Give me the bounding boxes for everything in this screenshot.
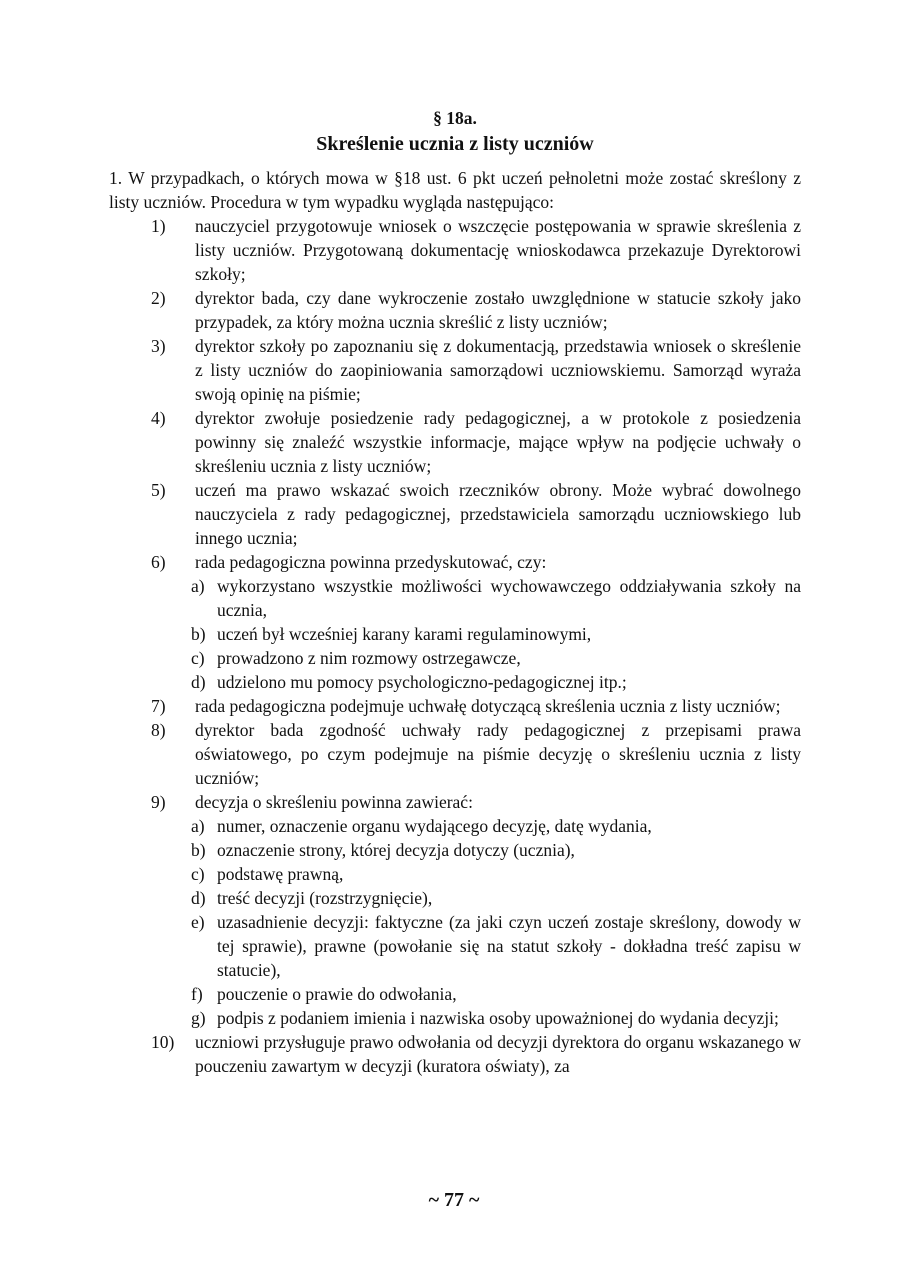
item-text: dyrektor bada, czy dane wykroczenie zostało uwzględnione w statucie szkoły jako przypadek, za który można ucznia skreślić z listy uczniów; — [195, 288, 801, 332]
item-number: 7) — [151, 696, 166, 716]
intro-paragraph: 1. W przypadkach, o których mowa w §18 ust. 6 pkt uczeń pełnoletni może zostać skreślony z listy uczniów. Procedura w tym wypadku wygląda następująco: — [109, 168, 801, 212]
list-item-1 — [109, 214, 801, 286]
item-number: 5) — [151, 480, 166, 500]
item-text: uczeń ma prawo wskazać swoich rzeczników obrony. Może wybrać dowolnego nauczyciela z rady pedagogicznej, przedstawiciela samorządu uczniowskiego lub innego ucznia; — [195, 480, 801, 548]
sub-text: pouczenie o prawie do odwołania, — [217, 984, 457, 1004]
item-number: 6) — [151, 552, 166, 572]
item-number: 9) — [151, 792, 166, 812]
sub-item-9f — [109, 982, 801, 1006]
list-item-5 — [109, 478, 801, 550]
section-title: Skreślenie ucznia z listy uczniów — [316, 133, 594, 155]
list-item-3 — [109, 334, 801, 406]
sub-letter: g) — [191, 1008, 206, 1028]
item-text: rada pedagogiczna podejmuje uchwałę dotyczącą skreślenia ucznia z listy uczniów; — [195, 696, 781, 716]
sub-item-6a — [109, 574, 801, 622]
sub-letter: d) — [191, 672, 206, 692]
sub-text: uzasadnienie decyzji: faktyczne (za jaki czyn uczeń zostaje skreślony, dowody w tej sprawie), prawne (powołanie się na statut szkoły - dokładna treść zapisu w statucie), — [217, 912, 801, 980]
sub-item-9g — [109, 1006, 801, 1030]
sub-letter: f) — [191, 984, 203, 1004]
item-number: 2) — [151, 288, 166, 308]
item-text: nauczyciel przygotowuje wniosek o wszczęcie postępowania w sprawie skreślenia z listy uczniów. Przygotowaną dokumentację wnioskodawca przekazuje Dyrektorowi szkoły; — [195, 216, 801, 284]
sub-text: prowadzono z nim rozmowy ostrzegawcze, — [217, 648, 521, 668]
item-text: dyrektor bada zgodność uchwały rady pedagogicznej z przepisami prawa oświatowego, po czym podejmuje na piśmie decyzję o skreśleniu ucznia z listy uczniów; — [195, 720, 801, 788]
list-item-9 — [109, 790, 801, 814]
sub-item-9a — [109, 814, 801, 838]
sub-item-6d — [109, 670, 801, 694]
sub-letter: d) — [191, 888, 206, 908]
sub-item-9c — [109, 862, 801, 886]
list-item-8 — [109, 718, 801, 790]
item-text: uczniowi przysługuje prawo odwołania od decyzji dyrektora do organu wskazanego w pouczeniu zawartym w decyzji (kuratora oświaty), za — [195, 1032, 801, 1076]
sub-text: oznaczenie strony, której decyzja dotyczy (ucznia), — [217, 840, 575, 860]
list-item-6 — [109, 550, 801, 574]
sub-item-6b — [109, 622, 801, 646]
sub-letter: c) — [191, 864, 205, 884]
sub-text: udzielono mu pomocy psychologiczno-pedagogicznej itp.; — [217, 672, 627, 692]
sub-letter: e) — [191, 912, 205, 932]
sub-letter: b) — [191, 624, 206, 644]
item-text: rada pedagogiczna powinna przedyskutować, czy: — [195, 552, 547, 572]
list-item-2 — [109, 286, 801, 334]
sub-item-9d — [109, 886, 801, 910]
sub-text: uczeń był wcześniej karany karami regulaminowymi, — [217, 624, 592, 644]
sub-item-9e — [109, 910, 801, 982]
list-item-10 — [109, 1030, 801, 1078]
item-number: 10) — [151, 1032, 175, 1052]
page-number: ~ 77 ~ — [428, 1189, 480, 1211]
sub-item-9b — [109, 838, 801, 862]
item-text: decyzja o skreśleniu powinna zawierać: — [195, 792, 473, 812]
item-number: 1) — [151, 216, 166, 236]
sub-letter: c) — [191, 648, 205, 668]
item-text: dyrektor szkoły po zapoznaniu się z dokumentacją, przedstawia wniosek o skreślenie z listy uczniów do zaopiniowania samorządowi uczniowskiemu. Samorząd wyraża swoją opinię na piśmie; — [195, 336, 801, 404]
sub-text: treść decyzji (rozstrzygnięcie), — [217, 888, 433, 908]
item-text: dyrektor zwołuje posiedzenie rady pedagogicznej, a w protokole z posiedzenia powinny się znaleźć wszystkie informacje, mające wpływ na podjęcie uchwały o skreśleniu ucznia z listy uczniów; — [195, 408, 801, 476]
item-number: 8) — [151, 720, 166, 740]
sub-text: podstawę prawną, — [217, 864, 344, 884]
list-item-4 — [109, 406, 801, 478]
sub-letter: b) — [191, 840, 206, 860]
list-item-7 — [109, 694, 801, 718]
sub-text: wykorzystano wszystkie możliwości wychowawczego oddziaływania szkoły na ucznia, — [217, 576, 801, 620]
document-page — [109, 106, 801, 1078]
sub-text: numer, oznaczenie organu wydającego decyzję, datę wydania, — [217, 816, 652, 836]
sub-text: podpis z podaniem imienia i nazwiska osoby upoważnionej do wydania decyzji; — [217, 1008, 779, 1028]
sub-letter: a) — [191, 576, 205, 596]
section-number: § 18a. — [433, 108, 477, 128]
item-number: 4) — [151, 408, 166, 428]
sub-letter: a) — [191, 816, 205, 836]
sub-item-6c — [109, 646, 801, 670]
item-number: 3) — [151, 336, 166, 356]
